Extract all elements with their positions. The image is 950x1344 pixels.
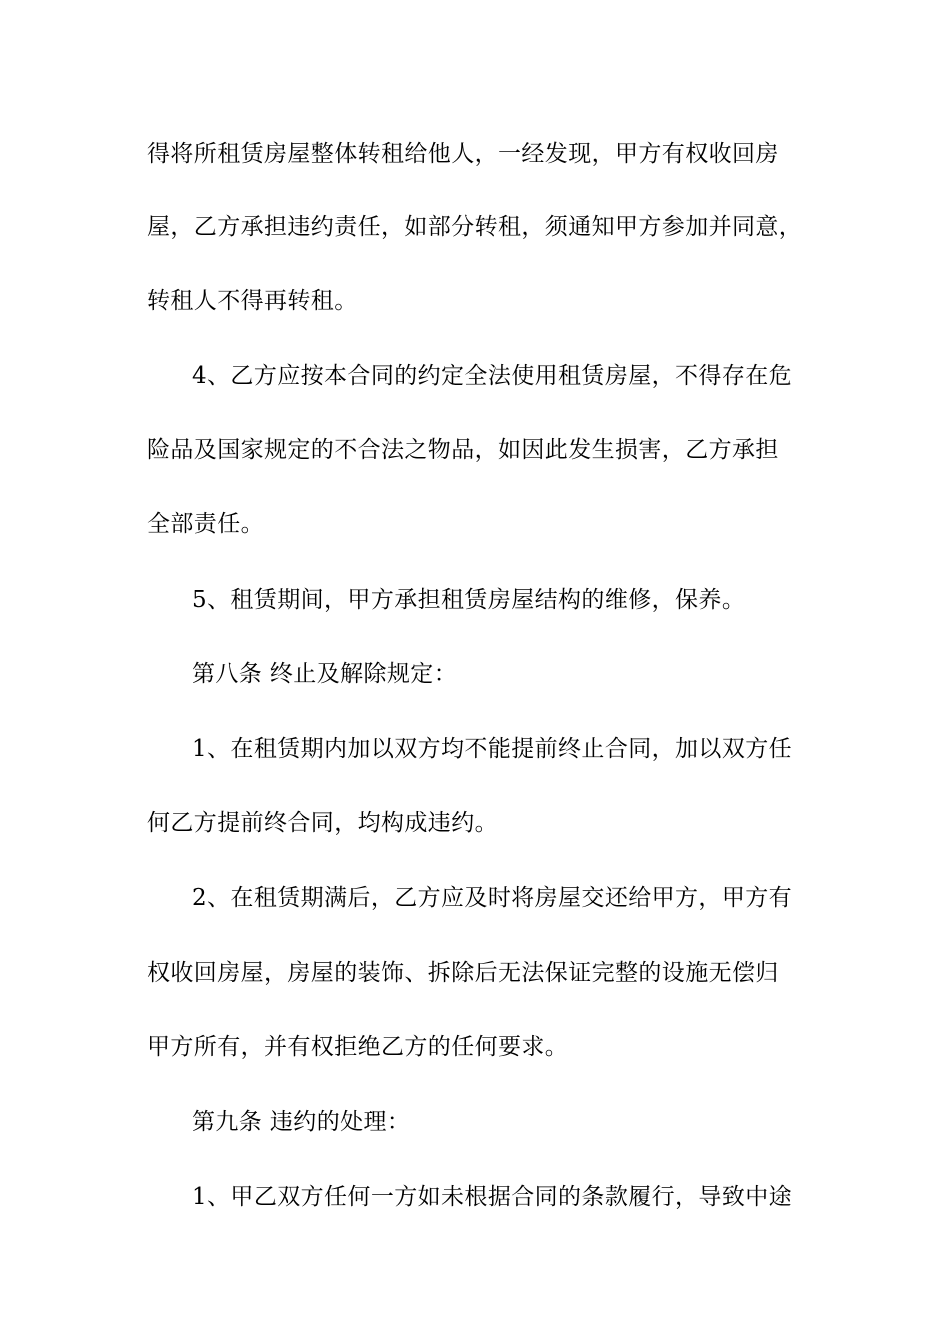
section-heading: 第八条 终止及解除规定：: [192, 661, 458, 687]
text-line: 2、在租赁期满后，乙方应及时将房屋交还给甲方，甲方有: [192, 885, 793, 911]
text-line: 转租人不得再转租。: [147, 288, 358, 314]
text-line: 全部责任。: [147, 511, 264, 537]
section-heading: 第九条 违约的处理：: [192, 1109, 411, 1135]
text-line: 险品及国家规定的不合法之物品，如因此发生损害，乙方承担: [147, 437, 779, 463]
text-line: 得将所租赁房屋整体转租给他人，一经发现，甲方有权收回房: [147, 141, 779, 167]
text-line: 权收回房屋，房屋的装饰、拆除后无法保证完整的设施无偿归: [147, 960, 779, 986]
text-line: 5、租赁期间，甲方承担租赁房屋结构的维修，保养。: [192, 587, 746, 613]
text-line: 屋，乙方承担违约责任，如部分转租，须通知甲方参加并同意，: [147, 214, 803, 240]
text-line: 甲方所有，并有权拒绝乙方的任何要求。: [147, 1034, 569, 1060]
text-line: 1、甲乙双方任何一方如未根据合同的条款履行，导致中途: [192, 1184, 793, 1210]
text-line: 何乙方提前终合同，均构成违约。: [147, 810, 498, 836]
text-line: 4、乙方应按本合同的约定全法使用租赁房屋，不得存在危: [192, 363, 793, 389]
text-line: 1、在租赁期内加以双方均不能提前终止合同，加以双方任: [192, 736, 793, 762]
